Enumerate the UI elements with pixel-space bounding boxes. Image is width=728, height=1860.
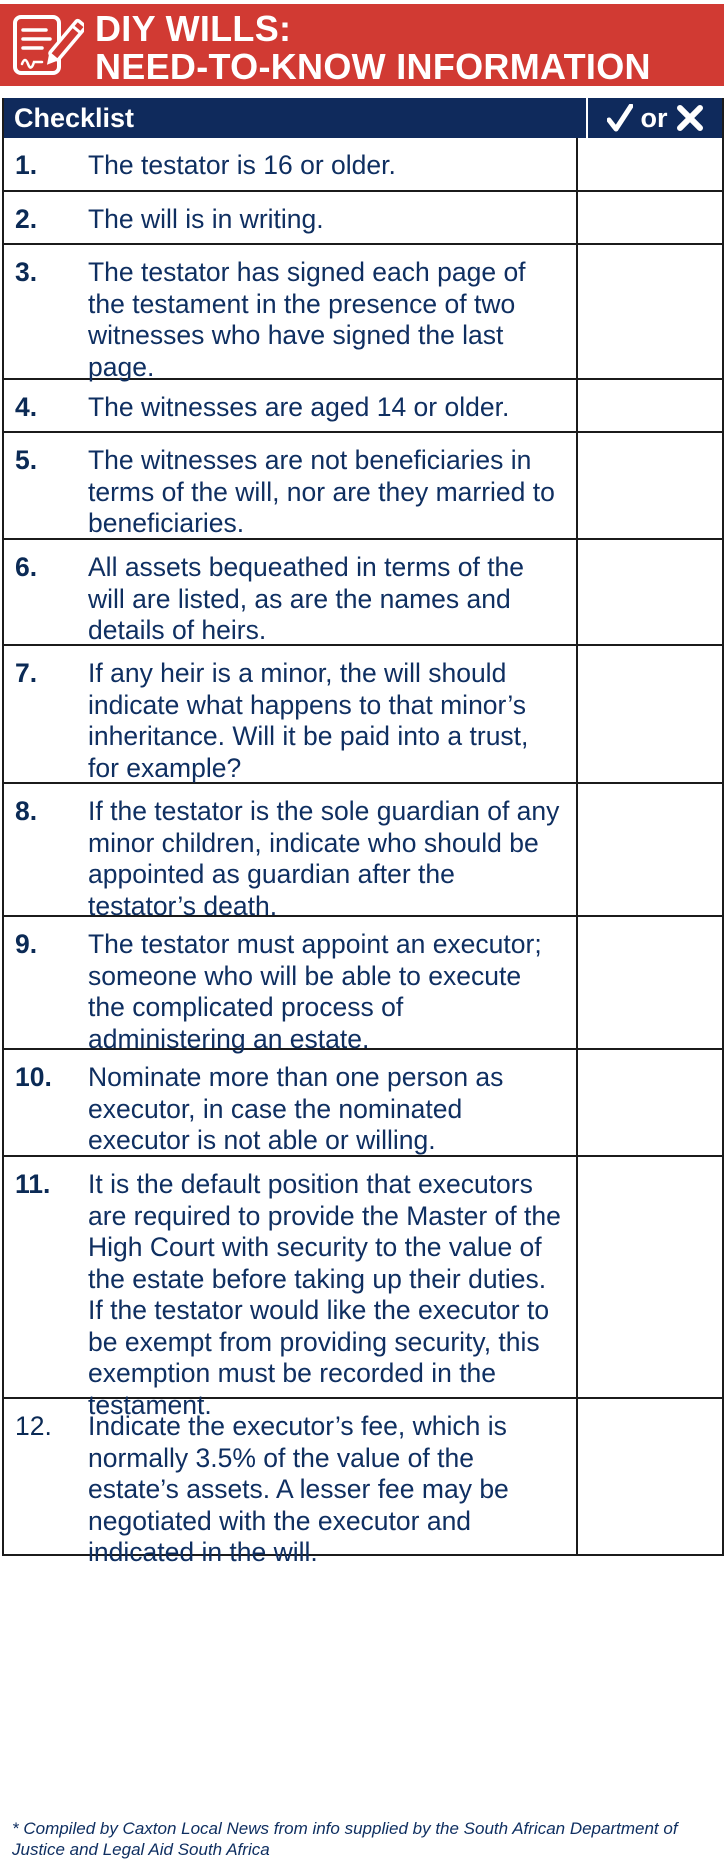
item-number: 1. [15,150,38,180]
checklist-rows [4,138,722,1567]
item-number: 7. [15,658,38,688]
item-text: If any heir is a minor, the will should indicate what happens to that minor’s inheritance. Will it be paid into a trust, for example? [88,658,529,783]
item-number: 3. [15,257,38,287]
table-header [4,98,722,138]
item-text: The will is in writing. [88,204,324,234]
table-row [4,782,722,921]
item-text: If the testator is the sole guardian of any minor children, indicate who should be appointed as guardian after the testator’s death. [88,796,560,921]
table-row [4,378,722,431]
item-number: 6. [15,552,38,582]
document-pen-icon [10,12,84,84]
item-number: 8. [15,796,38,826]
cross-icon [676,104,704,132]
source-footnote: * Compiled by Caxton Local News from info supplied by the South African Department of Justice and Legal Aid South Africa [12,1819,678,1859]
checkmark-icon [607,104,633,132]
check-cell[interactable] [576,917,722,1048]
or-label: or [640,102,668,133]
check-cell[interactable] [576,540,722,644]
title-line-1: DIY WILLS: [95,8,292,49]
table-row [4,243,722,382]
item-text: The testator is 16 or older. [88,150,396,180]
check-cell[interactable] [576,433,722,538]
item-number: 12. [15,1411,52,1441]
checklist-table [2,98,724,1567]
check-cell[interactable] [576,784,722,915]
item-text: It is the default position that executors are required to provide the Master of the High Court with security to the value of the estate before taking up their duties. If the testator would like the executor to be exempt from providing security, this exemption must be recorded in the testament. [88,1169,561,1420]
item-text: The witnesses are aged 14 or older. [88,392,510,422]
item-number: 5. [15,445,38,475]
item-number: 9. [15,929,38,959]
item-text: The testator has signed each page of the testament in the presence of two witnesses who have signed the last page. [88,257,526,382]
item-text: The testator must appoint an executor; someone who will be able to execute the complicated process of administering an estate. [88,929,542,1054]
check-cell[interactable] [576,192,722,243]
check-column-heading [586,98,722,138]
check-cell[interactable] [576,138,722,190]
table-row [4,915,722,1054]
header-banner [0,4,724,86]
check-cell[interactable] [576,1157,722,1397]
table-row [4,1397,722,1567]
item-number: 4. [15,392,38,422]
table-row [4,138,722,190]
item-text: The witnesses are not beneficiaries in terms of the will, nor are they married to beneficiaries. [88,445,555,538]
table-row [4,1048,722,1155]
checklist-heading: Checklist [14,102,135,133]
check-cell[interactable] [576,380,722,431]
item-number: 11. [15,1169,51,1199]
table-row [4,190,722,243]
title-line-2: NEED-TO-KNOW INFORMATION [95,46,651,87]
table-row [4,1155,722,1420]
item-number: 2. [15,204,38,234]
check-cell[interactable] [576,245,722,378]
table-row [4,431,722,538]
item-number: 10. [15,1062,52,1092]
check-cell[interactable] [576,646,722,782]
page-title [95,10,651,86]
item-text: Nominate more than one person as executor, in case the nominated executor is not able or willing. [88,1062,504,1155]
check-cell[interactable] [576,1050,722,1155]
table-row [4,538,722,644]
item-text: Indicate the executor’s fee, which is normally 3.5% of the value of the estate’s assets. A lesser fee may be negotiated with the executor and indicated in the will. [88,1411,509,1567]
table-row [4,644,722,782]
item-text: All assets bequeathed in terms of the will are listed, as are the names and details of heirs. [88,552,525,645]
check-cell[interactable] [576,1399,722,1554]
